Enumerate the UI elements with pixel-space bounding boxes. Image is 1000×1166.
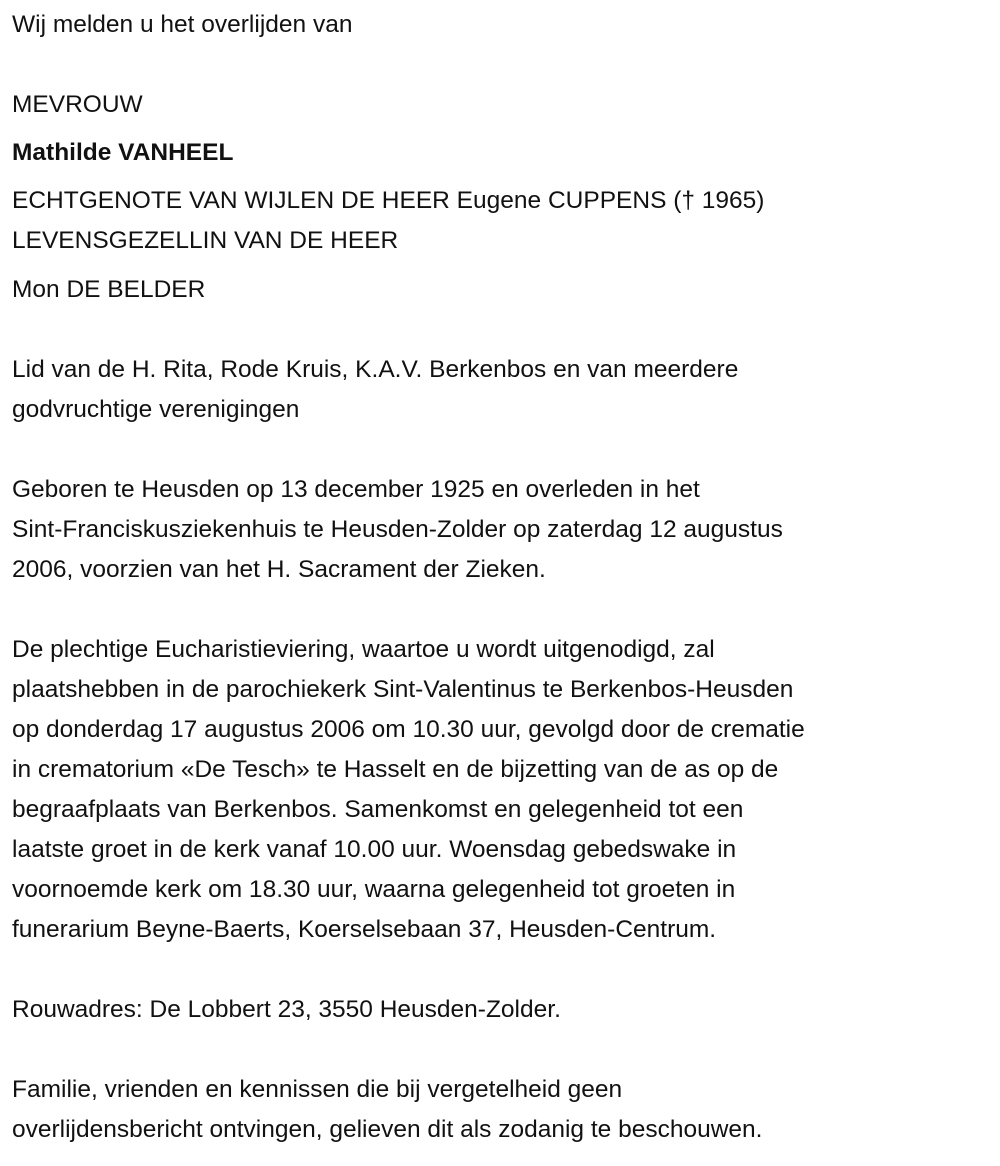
closing-line: overlijdensbericht ontvingen, gelieven dit als zodanig te beschouwen. [12, 1116, 763, 1143]
closing-line: Familie, vrienden en kennissen die bij vergetelheid geen [12, 1076, 623, 1103]
ceremony-line: voornoemde kerk om 18.30 uur, waarna gelegenheid tot groeten in [12, 876, 736, 903]
spouse-line: ECHTGENOTE VAN WIJLEN DE HEER Eugene CUPPENS († 1965) [12, 187, 765, 214]
membership-line: godvruchtige verenigingen [12, 396, 300, 423]
title-text: MEVROUW [12, 91, 143, 118]
ceremony-line: begraafplaats van Berkenbos. Samenkomst en gelegenheid tot een [12, 796, 744, 823]
intro-text: Wij melden u het overlijden van [12, 11, 353, 38]
birth-death-line: Sint-Franciskusziekenhuis te Heusden-Zolder op zaterdag 12 augustus [12, 516, 783, 543]
birth-death-line: 2006, voorzien van het H. Sacrament der Zieken. [12, 556, 546, 583]
membership-line: Lid van de H. Rita, Rode Kruis, K.A.V. Berkenbos en van meerdere [12, 356, 739, 383]
ceremony-line: De plechtige Eucharistieviering, waartoe u wordt uitgenodigd, zal [12, 636, 715, 663]
mourning-address: Rouwadres: De Lobbert 23, 3550 Heusden-Zolder. [12, 996, 561, 1023]
partner-line: LEVENSGEZELLIN VAN DE HEER [12, 227, 399, 254]
ceremony-line: plaatshebben in de parochiekerk Sint-Valentinus te Berkenbos-Heusden [12, 676, 794, 703]
ceremony-line: laatste groet in de kerk vanaf 10.00 uur. Woensdag gebedswake in [12, 836, 737, 863]
ceremony-line: op donderdag 17 augustus 2006 om 10.30 uur, gevolgd door de crematie [12, 716, 805, 743]
deceased-name: Mathilde VANHEEL [12, 139, 234, 166]
birth-death-line: Geboren te Heusden op 13 december 1925 en overleden in het [12, 476, 700, 503]
ceremony-line: in crematorium «De Tesch» te Hasselt en de bijzetting van de as op de [12, 756, 779, 783]
ceremony-line: funerarium Beyne-Baerts, Koerselsebaan 37, Heusden-Centrum. [12, 916, 717, 943]
partner-name: Mon DE BELDER [12, 276, 206, 303]
